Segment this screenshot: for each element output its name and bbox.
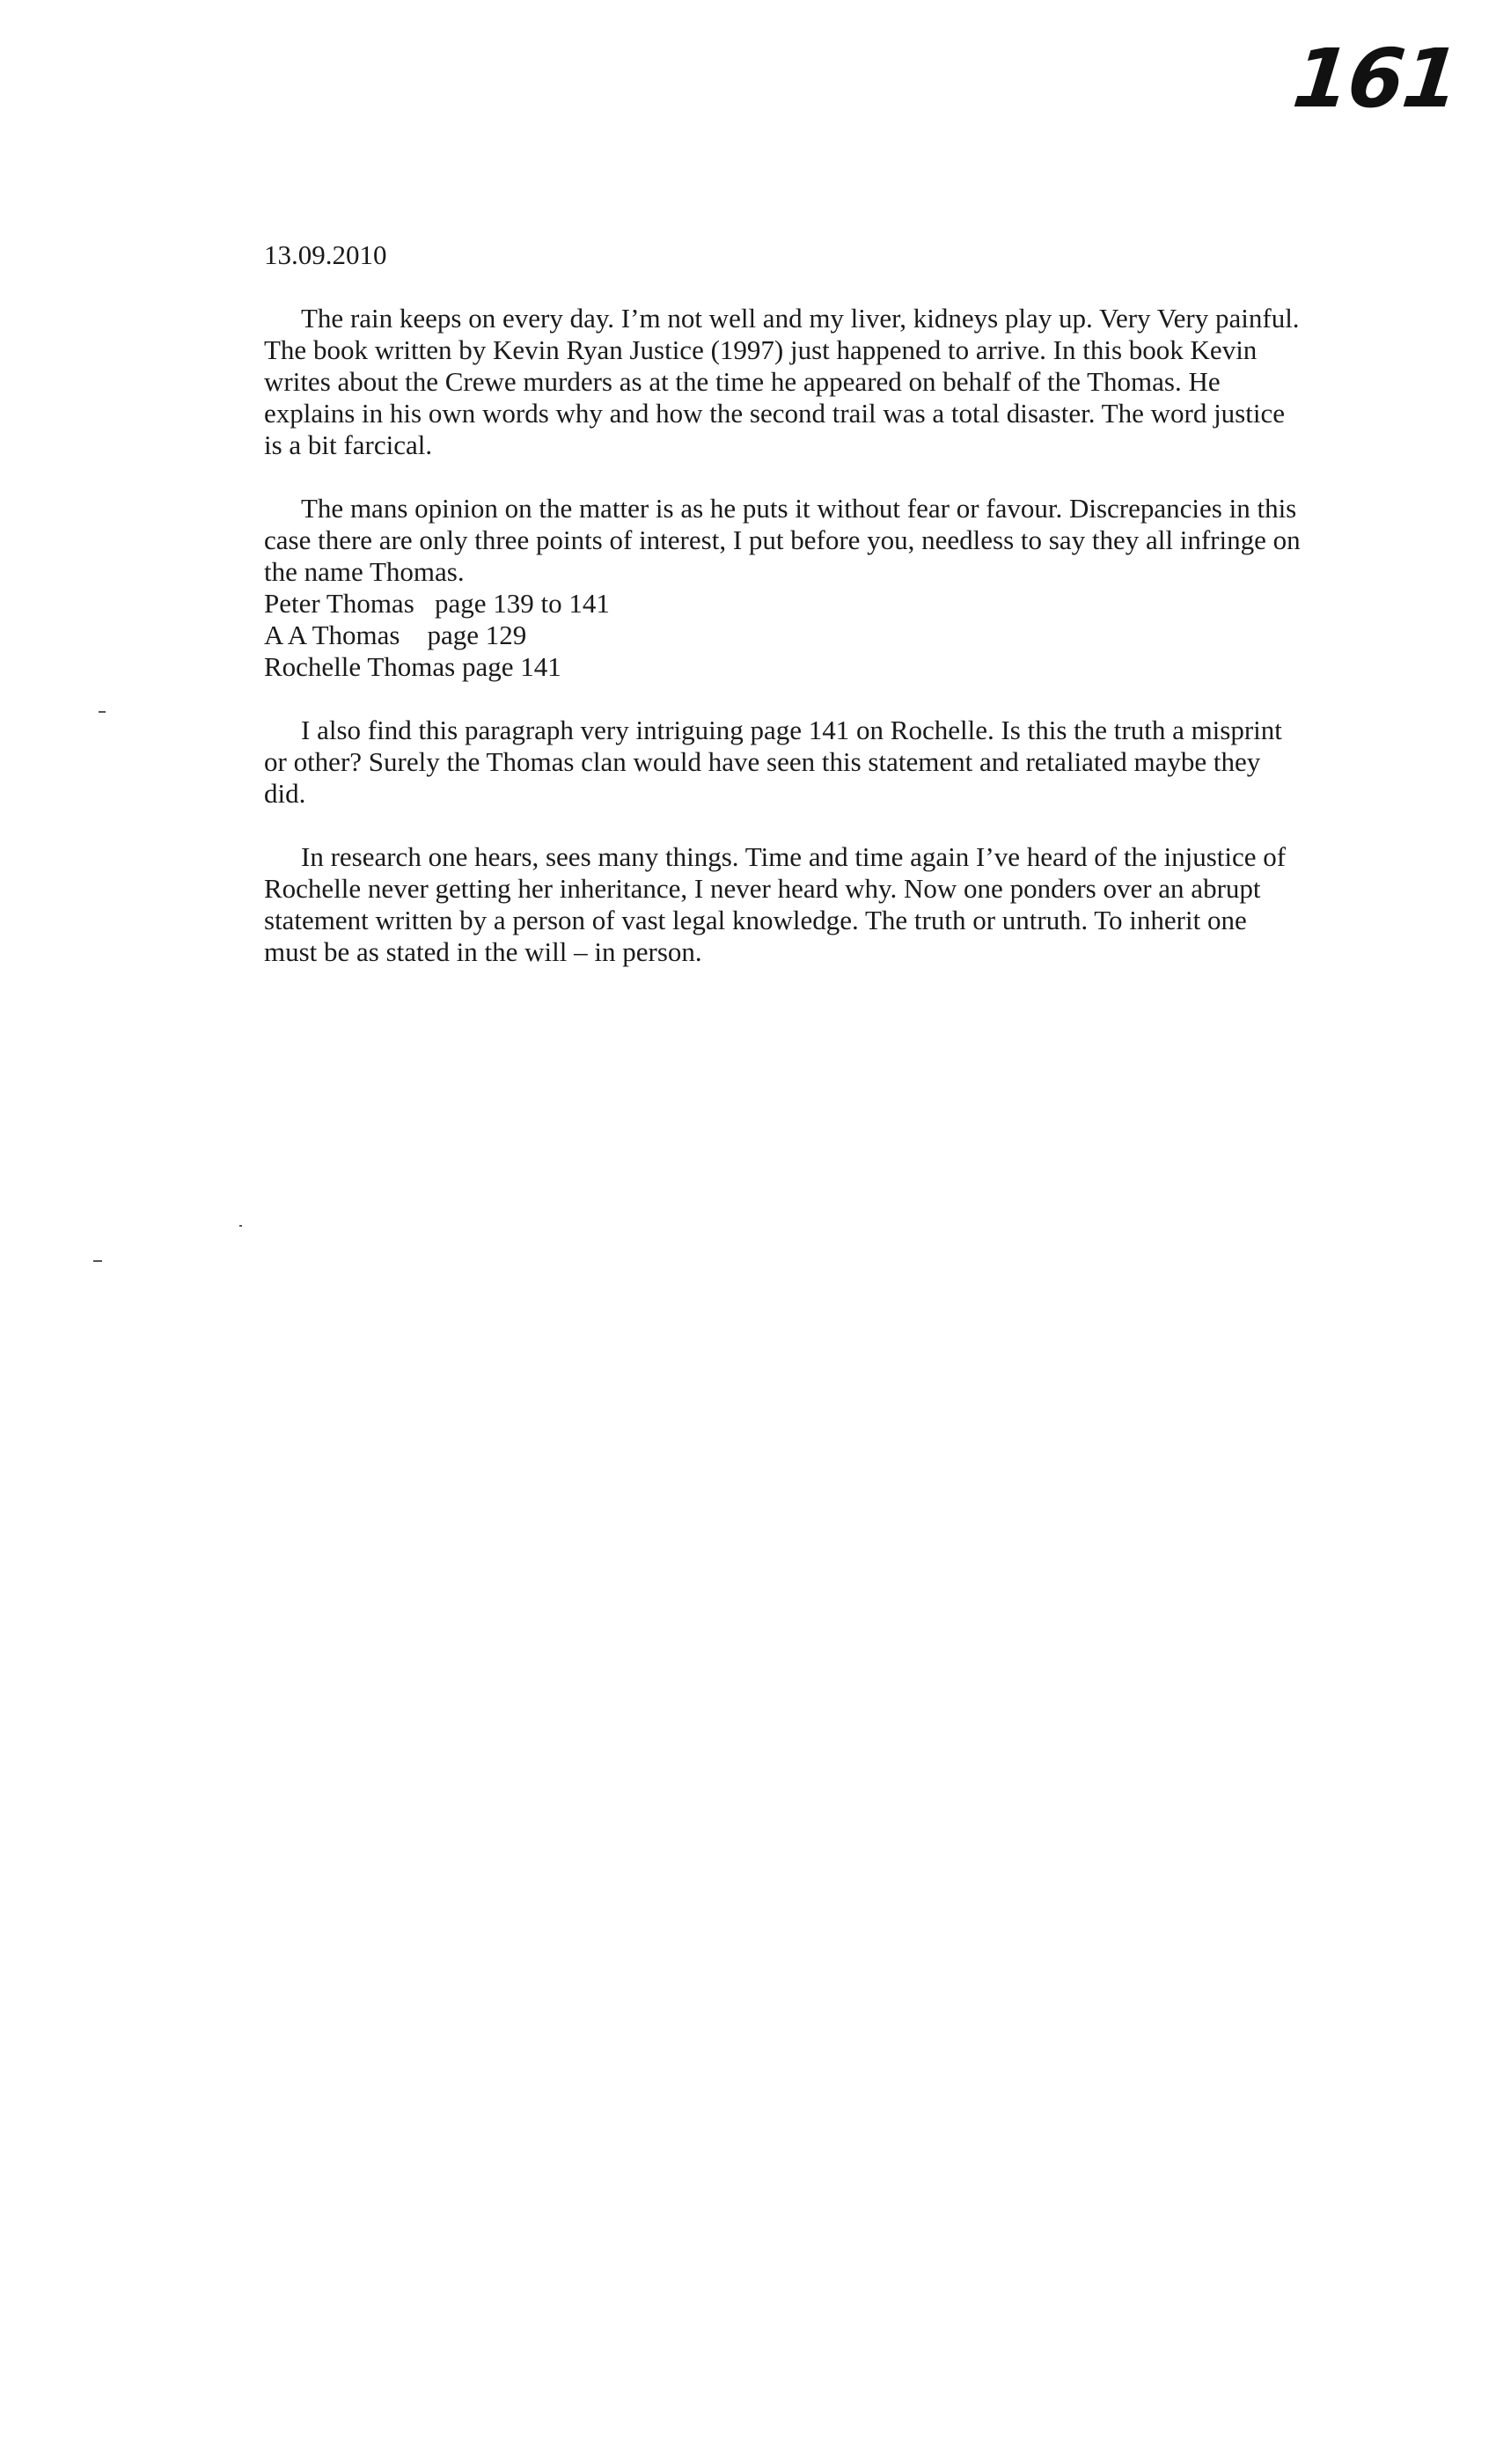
- paragraph-2: The mans opinion on the matter is as he puts it without fear or favour. Discrepancies in this case there are only three points of interest, I put before you, needless to say they all infringe on the name Thomas.: [264, 493, 1301, 587]
- paragraph-1: The rain keeps on every day. I’m not well and my liver, kidneys play up. Very Very painful. The book written by Kevin Ryan Justice (1997) just happened to arrive. In this book Kevin writes about the Crewe murders as at the time he appeared on behalf of the Thomas. He explains in his own words why and how the second trail was a total disaster. The word justice is a bit farcical.: [264, 303, 1300, 460]
- page-number: 161: [1288, 32, 1463, 126]
- page-reference-list: [264, 588, 1302, 683]
- paragraph-3: I also find this paragraph very intriguing page 141 on Rochelle. Is this the truth a misprint or other? Surely the Thomas clan would have seen this statement and retaliated maybe they did.: [264, 715, 1282, 809]
- entry-date: 13.09.2010: [264, 239, 387, 270]
- letter-body: [264, 239, 1302, 1000]
- scan-mark: [93, 1260, 102, 1262]
- paragraph-4: In research one hears, sees many things. Time and time again I’ve heard of the injustice of Rochelle never getting her inheritance, I never heard why. Now one ponders over an abrupt statement written by a person of vast legal knowledge. The truth or untruth. To inherit one must be as stated in the will – in person.: [264, 841, 1287, 967]
- reference-item: Rochelle Thomas page 141: [264, 651, 561, 682]
- reference-item: Peter Thomas page 139 to 141: [264, 588, 610, 619]
- scan-mark: [239, 1225, 242, 1227]
- scan-mark: [99, 711, 106, 713]
- reference-item: A A Thomas page 129: [264, 620, 527, 650]
